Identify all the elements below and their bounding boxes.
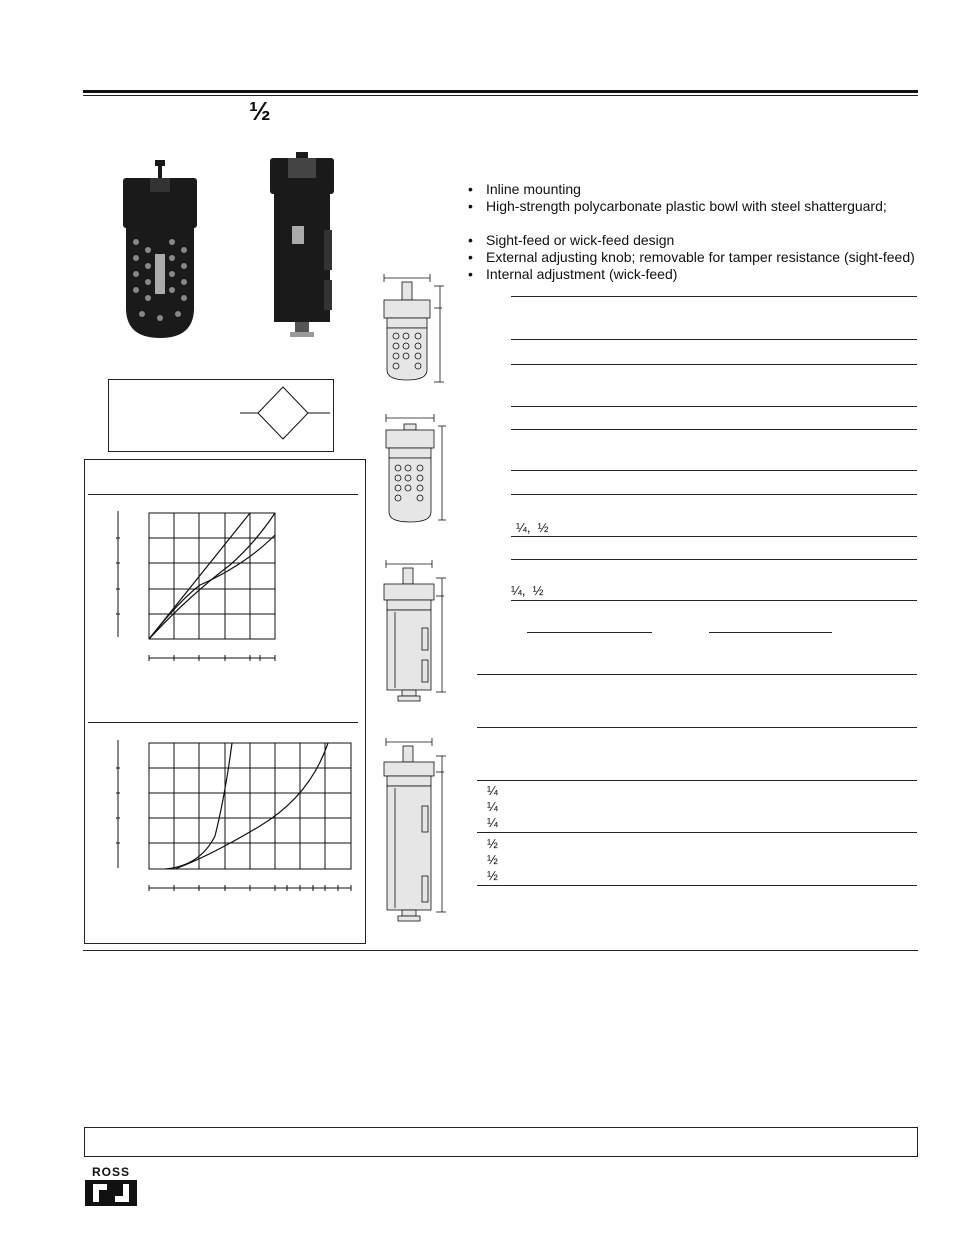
chart2-curve-2: [175, 743, 328, 869]
feature-item: • Internal adjustment (wick-feed): [468, 266, 915, 283]
flow-chart-2: [110, 736, 360, 896]
feature-item: • Sight-feed or wick-feed design: [468, 232, 915, 249]
chart1-curve-2: [149, 513, 275, 639]
model-table-rule: [477, 674, 917, 675]
dimension-drawing-3: [380, 556, 448, 706]
spec-table-rule: [511, 296, 917, 297]
ross-logo-text: ROSS: [91, 1165, 130, 1179]
model-port-size: ½: [487, 868, 498, 883]
model-port-size: ¼: [487, 799, 498, 814]
model-table-rule: [477, 727, 917, 728]
dimension-drawing-2: [382, 412, 448, 524]
page-title-fraction: ½: [249, 96, 271, 126]
spec-table-rule: [511, 364, 917, 365]
model-port-size: ¼: [487, 783, 498, 798]
header-rule-thin: [83, 95, 918, 96]
footer-box: [84, 1127, 918, 1157]
dimension-drawing-1: [378, 270, 448, 386]
spec-port-sizes: ¼, ½: [516, 520, 549, 535]
model-port-size: ½: [487, 852, 498, 867]
feature-list: [468, 181, 915, 283]
spec-subrule: [527, 632, 652, 633]
model-port-size: ¼: [487, 815, 498, 830]
model-port-size: ½: [487, 836, 498, 851]
chart-panel-divider: [88, 722, 358, 723]
model-table-rule: [477, 780, 917, 781]
lubricator-symbol-icon: [240, 385, 330, 445]
chart-panel-header-rule: [88, 494, 358, 495]
flow-chart-1: [110, 505, 285, 665]
spec-subrule: [709, 632, 832, 633]
model-table-rule: [477, 832, 917, 833]
spec-port-sizes: ¼, ½: [511, 583, 544, 598]
spec-table-rule: [511, 600, 917, 601]
section-bottom-rule: [83, 950, 918, 951]
spec-table-rule: [511, 339, 917, 340]
chart1-curve-3: [149, 535, 275, 639]
model-table-rule: [477, 885, 917, 886]
spec-table-rule: [511, 429, 917, 430]
dimension-drawing-4: [380, 734, 448, 926]
lubricator-photo-metal-bowl: [268, 150, 338, 342]
spec-table-rule: [511, 559, 917, 560]
feature-item: • External adjusting knob; removable for tamper resistance (sight-feed): [468, 249, 915, 266]
spec-table-rule: [511, 406, 917, 407]
feature-item: • High-strength polycarbonate plastic bowl with steel shatterguard;: [468, 198, 915, 215]
spec-table-rule: [511, 470, 917, 471]
lubricator-photo-shatterguard: [120, 158, 200, 340]
spec-table-rule: [511, 494, 917, 495]
ross-logo: [85, 1166, 145, 1208]
spec-table-rule: [511, 536, 917, 537]
header-rule-thick: [83, 90, 918, 93]
ross-logo-mark-icon: [85, 1180, 137, 1206]
feature-item: • Inline mounting: [468, 181, 915, 198]
